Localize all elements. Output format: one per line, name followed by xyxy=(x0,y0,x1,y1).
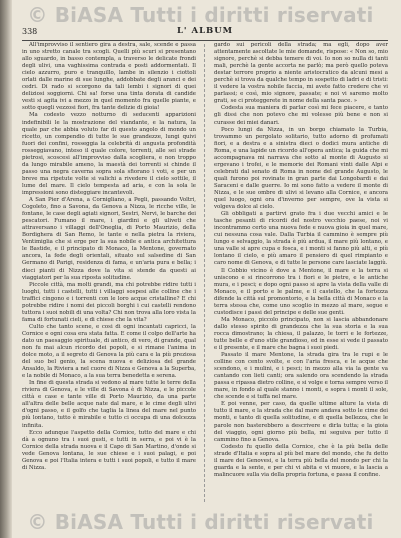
paragraph: Passato il mare Mentone, la strada gira tra le rupi e le colline con cento svolte, e con l'aria fresca, e le acque che scendono, e i mulini, e i pesci; in mezzo alla via la gente va cantando con lieti canti; ora salendo ora scendendo la strada passa e ripassa dietro colline, e si volge e torna sempre verso il mare, in fondo al quale stanno i monti, e sopra i monti il sole, che scende e si tuffa nel mare. xyxy=(214,352,388,401)
paragraph: E poi venne, per caso, da quelle ultime alture la vista di tutto il mare, e la strada che dal mare andava sotto le cime dei monti, e tanto di quella solitudine, e di quella bellezza, che le parole non basterebbero a descrivere e dirla tutta; e la gioia del viaggio, ogni giorno più bella, mi seguiva per tutto il cammino fino a Genova. xyxy=(214,401,388,443)
page-number: 338 xyxy=(22,27,38,36)
paragraph: Gli obbligati a partirvi grato fra i due vecchi amici e le tasche pesanti di ricordi del nostro vecchio paese, noi vi incontrammo certo una nuova fede e nuova gioia in quel mare, cui nessuna cosa vale. Dalla Turbia il cammino è sempre più lungo e selvaggio, la strada è più ardua, il mare più lontano, e una valle si apre cupa e fosca, e i monti si fanno più alti, e più lontano il cielo, e più amaro il pensiero di quel rimpianto e caro nome di Genova, e di tutte le persone care lasciate laggiù. xyxy=(214,211,388,267)
paragraph: Ecco adunque l'aspetto della Cornice, tutto del mare e chi dà a ognuno tra i suoi gusti, e tutti in serra, e poi vi è la Cornice della strada nuova e il Capo di San Martino, d'onde si vede Genova lontana, le sue chiese e i suoi palagi, e poi Genova e poi l'Italia intera e tutti i suoi popoli, e tutto il mare di Nizza. xyxy=(22,429,196,471)
paragraph: In fine di questa strada si vedono al mare tutte le terre della riviera di Genova, e le ville di Savona è di Nizza, e le piccole città e case e tante ville di Porto Maurizio, da una parte all'altra delle belle acque nate dal mare, e le cime degli ulivi d'ogni passo, e il golfo che taglia la linea del mare nel punto più lontano, tutto è mirabile e tutto ci occupa di una dolcezza infinita. xyxy=(22,380,196,429)
watermark-top: © BiASA Tutti i diritti riservati xyxy=(27,3,374,27)
paragraph: All'improvviso il sentiero gira a destra, sale, scende e passa in uno stretto canale tra scogli. Quelli più scuri si presentano allo sguardo, in basso contempla, a traverso le delicate frondi degli ulivi, una vaghissima contrada e posti addormentati. Il cielo azzurro, puro e tranquillo, lambe in silenzio i ciottoli orlati dalle marine di sue lunghe, addobbate degli aranci e dei cedri. Di rado si scorgono da tali lembi i signori di quei deliziosi soggiorni. Chi sa! forse una tinta dorata di candide vesti si agita ivi a mezzo in quel momento fra quelle piante, e sotto quegli vezzosi fiori, fra tante delizie di gioia! xyxy=(22,42,196,112)
right-column xyxy=(214,42,388,504)
paragraph: Il Cobbio vicino è dove a Mentone, il mare e la terra si uniscono e si rincorrono tra i fiori e le pietre, e le antiche mura, e i pesci; e dopo ogni passo si apre la vista della valle di Monaco, e il porto e le palme, e il castello, che la fortezza difende la città sul promontorio, e la bella città di Monaco e la terra stessa che, come uno scoglio in mezzo al mare, segue e custodisce i passi del principe e delle sue genti. xyxy=(214,267,388,316)
paragraph: Poco lungi da Nizza, in un borgo chiamato la Turbia, trovammo un pergolato solitario, tutto adorno di profumati fiori, e a destra e a sinistra dieci o dodici mura antiche di Roma, e una lapide un ricordo all'opera antica; la guida che mi accompagnava mi narrava che sotto al monte di Augusto si ergevano i trofei, e le memorie dei Romani vinti dalle Alpi e celebrati dal senato di Roma in nome del grande Augusto, le quali furono poi rovinate in gran parte dai Longobardi e dai Saraceni e dalle guerre. Io mi sono fatto a vedere il monte di Nizza, e le sue ombre di ulivi si levano alla Cornice, e ancora quel luogo, ogni ora d'inverno per sempre, ove la vista si volgeva dolce al cielo. xyxy=(214,126,388,211)
running-title: L' ALBUM xyxy=(176,26,234,36)
column-divider xyxy=(204,44,205,502)
left-column xyxy=(22,42,196,504)
paragraph: Piccole città, ma molti grandi, ma chi potrebbe ridire tutti i luoghi, tutti i castelli, tutti i villaggi sospesi alle colline che i traffici cingono e i torrenti con le loro acque cristalline? E chi potrebbe ridire i nomi dei piccoli borghi i cui castelli rendono tuttora i suoi nobili di una volta? Chi non trova alla loro vista la fama di fortunati cieli, e di chiese che la vita? xyxy=(22,281,196,323)
binding-shadow xyxy=(0,0,12,538)
paragraph: Ma Monaco, piccolo principato, non si lascia abbandonare dallo stesso spirito di grandezza che la sua storia e la sua rocca dimostrano; la chiesa, il palazzo, le torri e le fortezze, tutte belle e d'uno stile grandioso, ed in esse si vede il passato e il presente, e il mare che bagna i suoi piedi. xyxy=(214,316,388,352)
header-rule xyxy=(22,40,388,41)
watermark-bottom: © BiASA Tutti i diritti riservati xyxy=(27,510,374,534)
page-header xyxy=(22,26,388,38)
paragraph: A San Pier d'Arena, a Cornigliano, a Pegli, passando Voltri, Cogoleto, fino a Savona, da Genova a Nizza, le ricche ville, le fontane, le case degli agiati signori, Sestri, Nervi, le barche dei pescatori. Fumano il mare, i giardini e gli uliveti che attraversano i villaggi dell'Oneglia, di Porto Maurizio, della Bordighera di San Remo, le tante e nella pietra la riviera, Ventimiglia che si erge per la sua nobile e antica architettura le Bastide, e il principato di Monaco, la Mentone, governato ancora, la fede degli orientali, situato sul salsedine di San Germano di Parigi, residenza di fama, e un'aria pura e bella; i dieci pianti di Nizza dove la vita si stende da questi ai viaggiatori per la sua riposta solitudine. xyxy=(22,197,196,281)
paragraph: Ma codesto vezzo notturno di seducenti apparizioni indefinibili le la mostrazione del viandante, e la natura, la quale par che abbia voluto far di questo angolo di mondo un ricetto, un compendio di tutte le sue grandezze, lungi quivi fuori dei confini, rosseggia la celebrità di angusta profondità rosseggiavano, inteso il quale colore, torrenti, alle sei strade pietrosi, scoscesi all'improvviso dalla scogliera, e non troppo da lungo mirabile ameno, la maestà dei torrenti si chinde il passo una negra caverna sopra sola sfiorano i voti, e per un breve ma ripetute volte si valichi a rivedere il cielo sottile, il lume del mare. Il cielo tempesta ad aria, e con la sola le impressioni sono disteggiare incantevoli. xyxy=(22,112,196,196)
paragraph: gardo sui pericoli della strada; ma egli, dopo aver attentamente ascoltate le mie domande, rispose: « Non so, mio signore, perchè si debba temere di voi. Io non so nulla di tanti mali, perchè la gente accorta ne parlò; ma però quello poteva destar terrore proprio a niente aristocratico da alcuni mesi a perchè si trova da qualche tempo in sospetto di ladri e di tristi: il vedere la vostra nobile faccia, mi avete fatto credere che vi parlassi; e così, mio signore, passate; e noi vi saremo molto grati, se ci proteggerete in nome della santa pace. » xyxy=(214,42,388,105)
paragraph: Codesta sua maniera di parlar così mi fece piacere, e tanto gli dissi che non potevo che mi volesse più bene e non si curasse dei miei danari. xyxy=(214,105,388,126)
paragraph: Codesto fu quello della Cornice, che è la più bella delle strade d'Italia e sopra al più bel mare del mondo, che fu detto il mare dei Genovesi, e la terra più bella del mondo per chi la guarda e la sente, e per chi vi abita e vi muore, e la lascia a malincuore sulla via della propria fortuna, e passa il confine. xyxy=(214,443,388,478)
paragraph: Culto che tanto scene, e cosi di ogni incantati capricci, la Cornice e ogni cosa era stata fatta. E come il colpo dell'arte ha dato un paesaggio spirituale, di antico, di vero, di grande, qual non fu mai alcun ricordo dei popoli, e si rimane l'anima in dolce moto, a il segreto di Genova la più cara e la più preziosa del suo bel genio, la scena nuova e deliziosa del grande Ansaldo, la Riviera a nel cuore di Nizza e Genova a la Superba, e la nobile di Monaco, a la sua terra benedetta e serena. xyxy=(22,323,196,380)
